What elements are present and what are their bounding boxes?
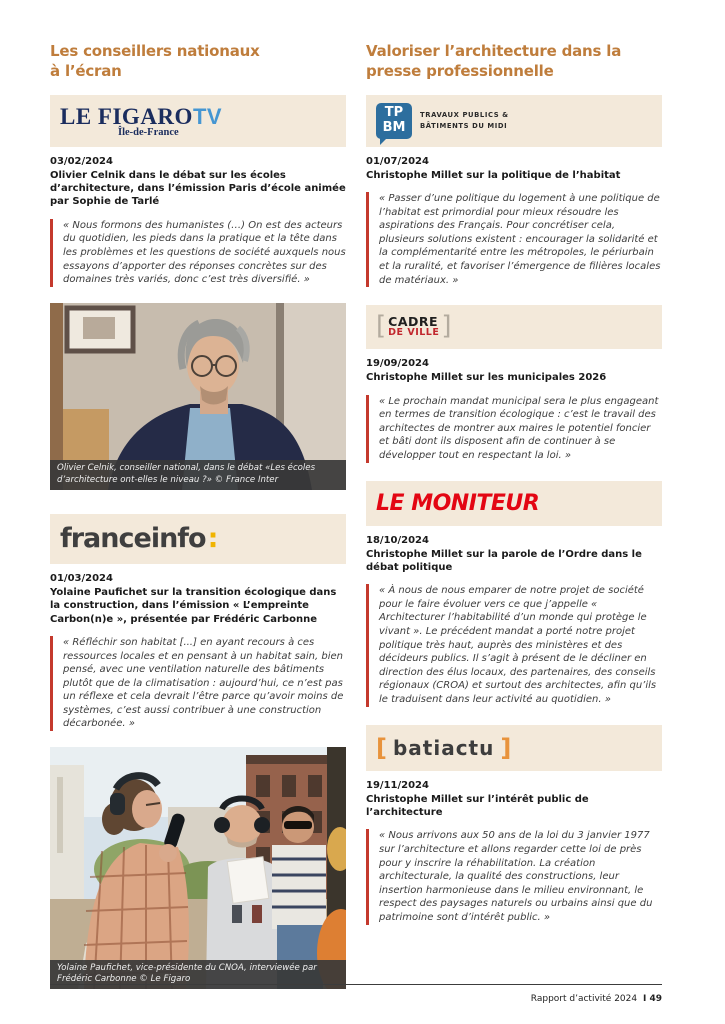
entry-date: 01/03/2024 [50, 572, 113, 584]
entry-title: Christophe Millet sur la politique de l’habitat [366, 169, 621, 181]
entry-quote: « Passer d’une politique du logement à une politique de l’habitat est primordial pour mieux résoudre les aspirations des Français. Pour concrétiser cela, plusieurs solutions existent : encourager la solidarité et la complémentarité entre les métropoles, le périurbain et la ruralité, et favoriser l’émergence de filières locales de matériaux. » [366, 192, 662, 287]
figaro-tv-logo [50, 95, 346, 147]
entry-title: Christophe Millet sur l’intérêt public de l’architecture [366, 793, 589, 819]
figaro-tv-suffix: TV [192, 103, 223, 129]
tpbm-logo [366, 95, 662, 147]
tpbm-line1: TRAVAUX PUBLICS & [420, 111, 509, 120]
entry-quote: « À nous de nous emparer de notre projet de société pour le faire évoluer vers ce que j’appelle « Architecturer l’habitabilité d’un monde qui protège le vivant ». Le précédent mandat a porté notre projet politique très haut, auprès des ministères et des décideurs publics. Il s’agit à présent de le décliner en direction des élus locaux, des partenaires, des conseils régionaux (CROA) et surtout des architectes, afin qu’ils le traduisent dans leur activité au quotidien. » [366, 584, 662, 706]
franceinfo-wordmark: franceinfo [60, 523, 206, 555]
photo-olivier-celnik [50, 303, 346, 490]
entry-date: 01/07/2024 [366, 155, 429, 167]
column-presse-professionnelle [366, 42, 662, 989]
moniteur-wordmark: LE MONITEUR [376, 490, 540, 516]
batiactu-bracket-right: ] [500, 733, 512, 762]
section-heading-presse [366, 42, 662, 82]
cadre-logo-text [388, 313, 440, 339]
photo-caption: Yolaine Paufichet, vice-présidente du CNOA, interviewée par Frédéric Carbonne © Le Figaro [50, 960, 346, 989]
footer-page-number: I 49 [642, 994, 662, 1004]
tpbm-line2: BÂTIMENTS DU MIDI [420, 121, 508, 130]
section-heading-conseillers [50, 42, 346, 82]
entry-title: Olivier Celnik dans le débat sur les écoles d’architecture, dans l’émission Paris d’école animée par Sophie de Tarlé [50, 169, 346, 208]
entry-date: 19/11/2024 [366, 779, 429, 791]
column-conseillers-nationaux [50, 42, 346, 989]
photo-yolaine-paufichet-image [50, 747, 346, 989]
entry-date: 18/10/2024 [366, 534, 429, 546]
cadre-line1: CADRE [388, 313, 439, 329]
cadre-bracket-right: ] [441, 311, 452, 342]
figaro-tv-logo-text [60, 104, 222, 138]
figaro-region-label: Île-de-France [118, 126, 179, 138]
entry-quote: « Le prochain mandat municipal sera le plus engageant en termes de transition écologique : c’est le travail des architectes de montrer aux maires le potentiel foncier et bâti dont ils disposent afin de continuer à se développer tout en respectant la loi. » [366, 395, 662, 463]
photo-yolaine-paufichet [50, 747, 346, 989]
photo-caption: Olivier Celnik, conseiller national, dans le débat «Les écoles d’architecture ont-elles le niveau ?» © France Inter [50, 460, 346, 489]
entry-quote: « Réfléchir son habitat [...] en ayant recours à ces ressources locales et en pensant à un habitat sain, bien pensé, avec une ventilation naturelle des bâtiments plutôt que de la climatisation : aujourd’hui, ce n’est pas un réflexe et cela devrait l’être parce qu’avoir moins de systèmes, c’est aussi contribuer à une construction décarbonée. » [50, 636, 346, 731]
figaro-wordmark: LE FIGARO [60, 103, 193, 129]
footer-report-label: Rapport d’activité 2024 [530, 994, 638, 1004]
batiactu-wordmark: batiactu [392, 735, 495, 760]
cadre-bracket-left: [ [376, 311, 387, 342]
tpbm-logo-text [420, 110, 509, 131]
page-footer [50, 984, 662, 1004]
tpbm-tp: TP [384, 105, 404, 121]
entry-title: Christophe Millet sur les municipales 2026 [366, 372, 607, 384]
batiactu-logo [366, 725, 662, 771]
tpbm-logo-mark [376, 103, 412, 139]
cadre-line2: DE VILLE [388, 327, 440, 339]
entry-quote: « Nous arrivons aux 50 ans de la loi du 3 janvier 1977 sur l’architecture et allons regarder cette loi de près pour y inscrire la réhabilitation. La création architecturale, la qualité des constructions, leur insertion harmonieuse dans le milieu environnant, le respect des paysages naturels ou urbains ainsi que du patrimoine sont d’intérêt public. » [366, 829, 662, 924]
entry-date: 19/09/2024 [366, 358, 429, 370]
le-moniteur-logo [366, 481, 662, 526]
franceinfo-logo [50, 514, 346, 564]
entry-title: Christophe Millet sur la parole de l’Ordre dans le débat politique [366, 548, 642, 573]
cadre-de-ville-logo [366, 305, 662, 349]
entry-date: 03/02/2024 [50, 155, 113, 167]
page-content [50, 42, 662, 989]
heading-line: Valoriser l’architecture dans la [366, 42, 622, 60]
heading-line: à l’écran [50, 61, 122, 80]
entry-quote: « Nous formons des humanistes (…) On est des acteurs du quotidien, les pieds dans la pratique et la tête dans les problèmes et les questions de société auxquels nous essayons d’apporter des réponses concrètes sur des domaines très variés, donc c’est très diversifié. » [50, 219, 346, 287]
entry-title: Yolaine Paufichet sur la transition écologique dans la construction, dans l’émission « L’empreinte Carbon(n)e », présentée par Frédéric Carbonne [50, 586, 337, 625]
heading-line: Les conseillers nationaux [50, 42, 260, 60]
heading-line: presse professionnelle [366, 61, 554, 80]
franceinfo-colon: : [207, 523, 219, 555]
batiactu-bracket-left: [ [376, 733, 387, 762]
tpbm-bm: BM [382, 119, 406, 135]
